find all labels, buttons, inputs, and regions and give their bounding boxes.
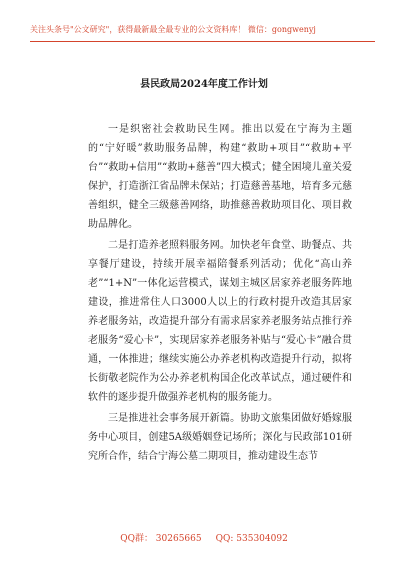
footer-qq-number: QQ: 535304092 — [215, 534, 288, 544]
header-promo-note: 关注头条号"公文研究"，获得最新最全最专业的公文资料库！ 微信：gongwenyj — [30, 25, 316, 34]
footer-contact — [0, 534, 408, 545]
header-divider — [30, 41, 375, 42]
paragraph-social-affairs: 三是推进社会事务展开新篇。协助文旅集团做好婚嫁服务中心项目，创建5A级婚姻登记场所；深化与民政部101研究所合作，结合宁海公墓二期项目，推动建设生态节 — [88, 413, 352, 462]
paragraph-elderly-care: 二是打造养老照料服务网。加快老年食堂、助餐点、共享餐厅建设，持续开展幸福陪餐系列活动；优化“高山养老”“1+N”一体化运营模式，谋划主城区居家养老服务阵地建设，推进常住人口3000人以上的行政村提升改造其居家养老服务站，改造提升部分有需求居家养老服务站点推行养老服务“爱心卡”，实现居家养老服务补贴与“爱心卡”融合贯通，一体推进；继续实施公办养老机构改造提升行动，拟将长街敬老院作为公办养老机构国企化改革试点，通过硬件和软件的逐步提升做强养老机构的服务能力。 — [88, 240, 352, 403]
footer-qq-group: QQ群： 30265665 — [120, 534, 202, 544]
document-body — [88, 120, 352, 466]
document-title: 县民政局2024年度工作计划 — [140, 79, 268, 90]
paragraph-social-assistance: 一是织密社会救助民生网。推出以爱在宁海为主题的“宁好暖”救助服务品牌，构建“救助+项目”“救助+平台”“救助+信用”“救助+慈善”四大模式；健全困境儿童关爱保护，打造浙江省品牌未保站；打造慈善基地，培育多元慈善组织，健全三级慈善网络，助推慈善救助项目化、项目救助品牌化。 — [88, 124, 352, 230]
